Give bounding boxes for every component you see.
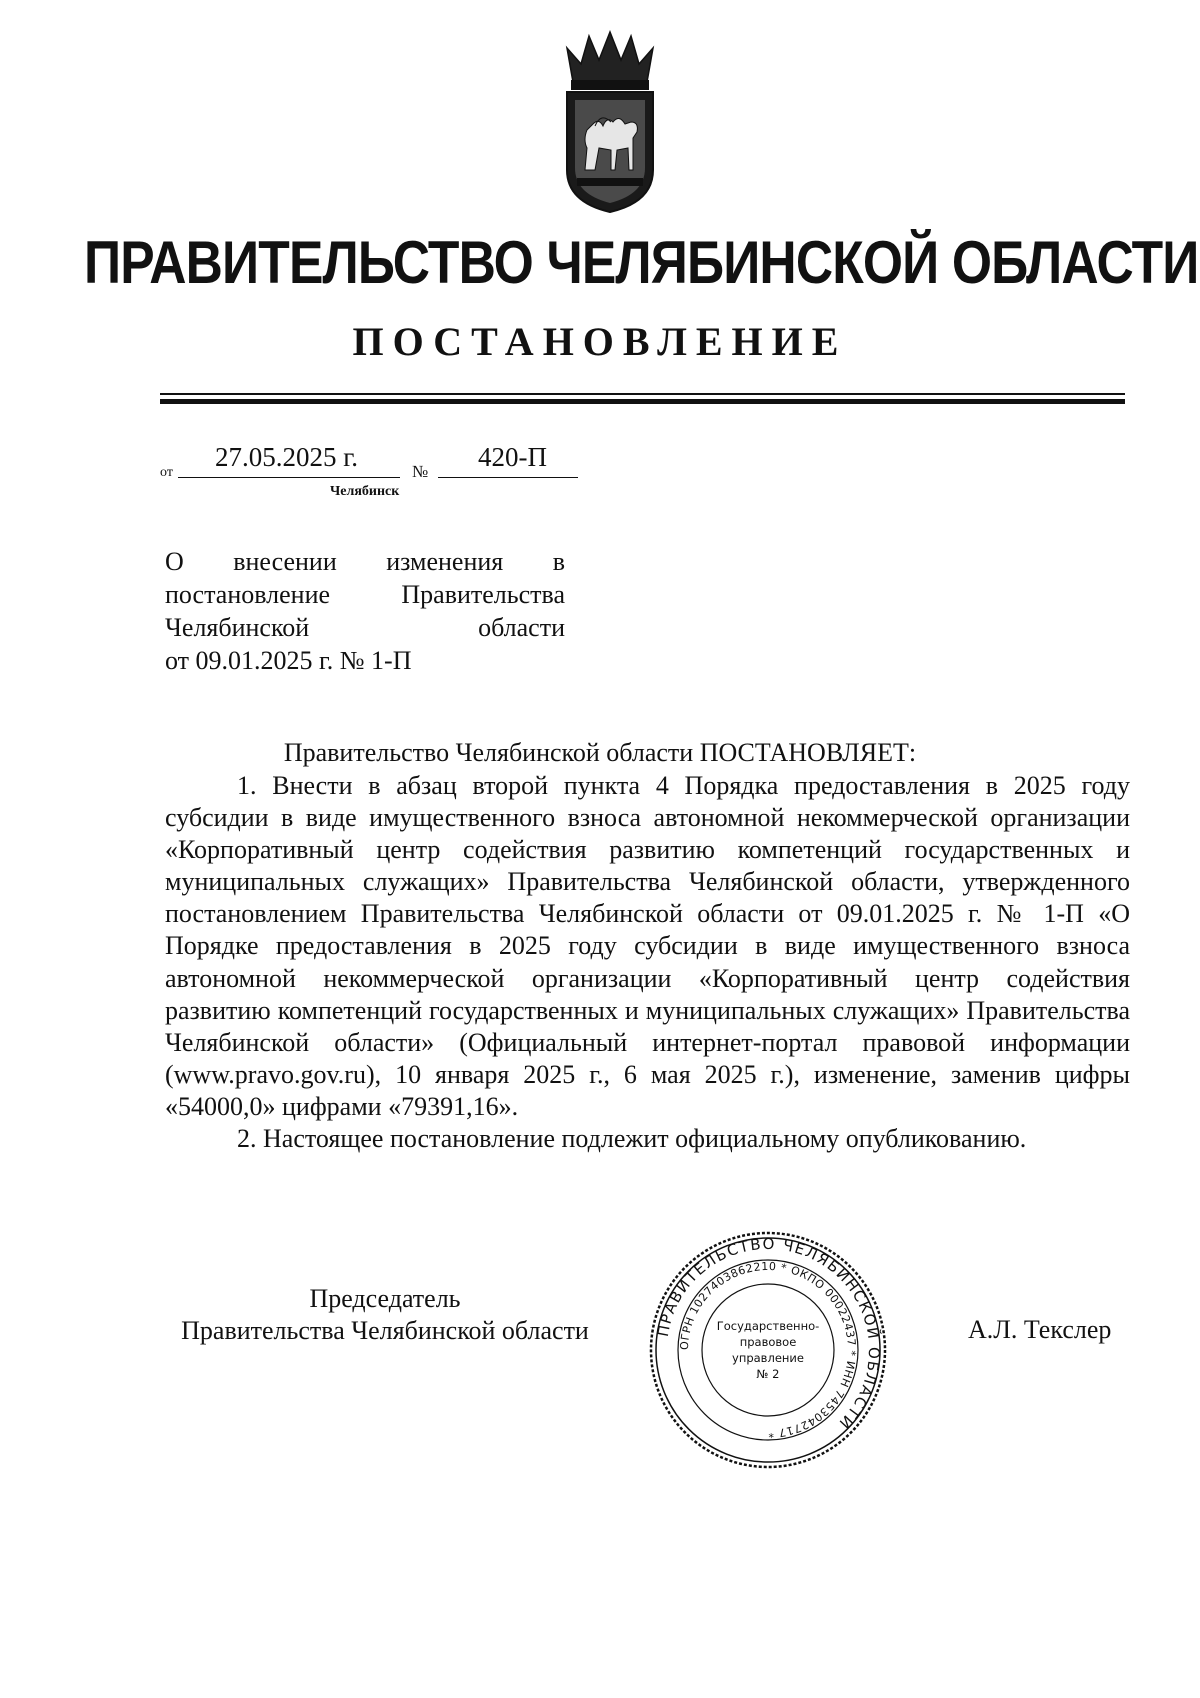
subject-word: постановление xyxy=(165,580,331,609)
document-date: 27.05.2025 г. xyxy=(215,442,359,472)
subject-line-2 xyxy=(165,578,565,611)
subject-word: Правительства xyxy=(401,580,565,609)
stamp-center-line-4: № 2 xyxy=(756,1367,780,1381)
subject-word: внесении xyxy=(233,547,337,576)
government-title: ПРАВИТЕЛЬСТВО ЧЕЛЯБИНСКОЙ ОБЛАСТИ xyxy=(84,229,1199,296)
document-type-heading: ПОСТАНОВЛЕНИЕ xyxy=(352,319,848,364)
signatory-name: А.Л. Текслер xyxy=(968,1315,1112,1344)
subject-word: области xyxy=(478,613,565,642)
date-underline xyxy=(178,477,400,478)
stamp-center-line-3: управление xyxy=(732,1351,804,1365)
body-paragraph-1: 1. Внести в абзац второй пункта 4 Порядка предоставления в 2025 году субсидии в виде имущественного взноса автономной некоммерческой организации «Корпоративный центр содействия развитию компетенций государственных и муниципальных служащих» Правительства Челябинской области, утвержденного постановлением Правительства Челябинской области от 09.01.2025 г. № 1-П «О Порядке предоставления в 2025 году субсидии в виде имущественного взноса автономной некоммерческой организации «Корпоративный центр содействия развитию компетенций государственных и муниципальных служащих» Правительства Челябинской области» (Официальный интернет-портал правовой информации (www.pravo.gov.ru), 10 января 2025 г., 6 мая 2025 г.), изменение, заменив цифры «54000,0» цифрами «79391,16». xyxy=(165,771,1130,1121)
preamble: Правительство Челябинской области ПОСТАНОВЛЯЕТ: xyxy=(283,738,917,767)
subject-word: изменения xyxy=(386,547,504,576)
signatory-title xyxy=(160,1283,610,1347)
number-underline xyxy=(438,477,578,478)
subject-line-1 xyxy=(165,545,565,578)
subject-line-4: от 09.01.2025 г. № 1-П xyxy=(165,646,412,675)
date-prefix-label: от xyxy=(160,465,173,480)
header-rule-thin xyxy=(160,393,1125,395)
signatory-title-line-1: Председатель xyxy=(309,1284,461,1313)
body-paragraph-2: 2. Настоящее постановление подлежит официальному опубликованию. xyxy=(237,1124,1027,1154)
stamp-outer-text: ПРАВИТЕЛЬСТВО ЧЕЛЯБИНСКОЙ ОБЛАСТИ xyxy=(653,1234,884,1434)
subject-line-3 xyxy=(165,611,565,644)
stamp-ring-text: ОГРН 1027403862210 * ОКПО 00022437 * ИНН 7453042717 * xyxy=(677,1259,859,1441)
official-stamp xyxy=(648,1230,888,1470)
document-number: 420-П xyxy=(478,442,547,472)
stamp-center-line-1: Государственно- xyxy=(716,1319,820,1333)
city-label: Челябинск xyxy=(330,484,400,499)
document-subject xyxy=(165,545,565,677)
subject-word: в xyxy=(552,547,565,576)
coat-of-arms-emblem xyxy=(555,30,665,215)
stamp-center-line-2: правовое xyxy=(739,1335,797,1349)
number-sign-label: № xyxy=(412,462,429,481)
subject-word: Челябинской xyxy=(165,613,310,642)
signatory-title-line-2: Правительства Челябинской области xyxy=(181,1316,589,1345)
header-rule-thick xyxy=(160,399,1125,404)
subject-word: О xyxy=(165,547,184,576)
document-body xyxy=(165,770,1130,1155)
